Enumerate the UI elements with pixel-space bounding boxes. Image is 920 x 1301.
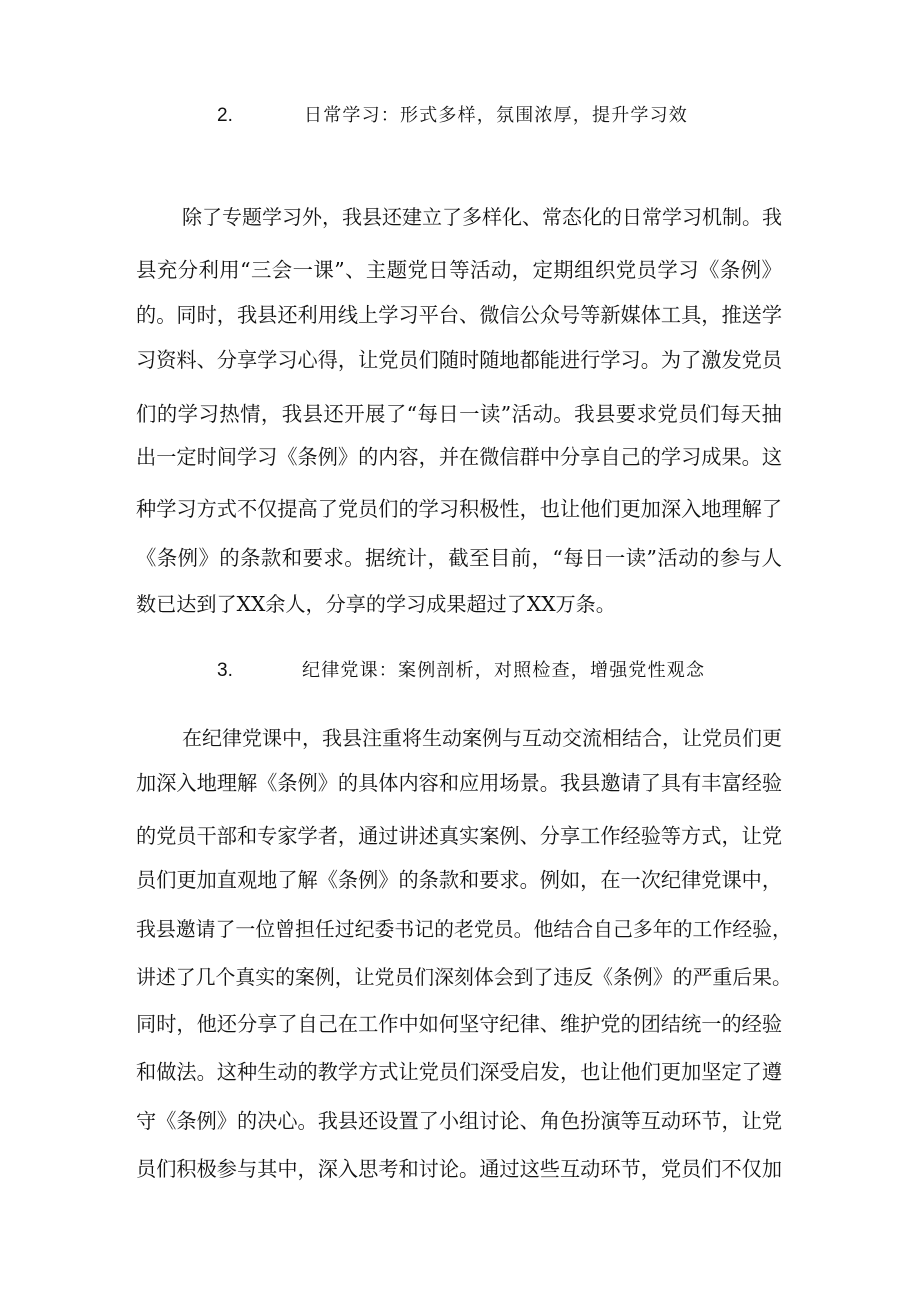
- paragraph-1-line: [0, 491, 920, 527]
- paragraph-2-line: [0, 1151, 920, 1187]
- paragraph-2-line: [0, 720, 920, 756]
- paragraph-1-line-text: 数已达到了XX余人，分享的学习成果超过了XX万条。: [136, 592, 616, 616]
- paragraph-1-line: [0, 252, 920, 288]
- paragraph-1-line: [0, 342, 920, 378]
- paragraph-1-line-text: 县充分利用“三会一课”、主题党日等活动，定期组织党员学习《条例》: [136, 258, 783, 282]
- paragraph-2-line-text: 的党员干部和专家学者，通过讲述真实案例、分享工作经验等方式，让党: [136, 824, 783, 848]
- section-2-title: 日常学习：形式多样，氛围浓厚，提升学习效: [304, 105, 688, 126]
- paragraph-1-line-text: 种学习方式不仅提高了党员们的学习积极性，也让他们更加深入地理解了: [136, 497, 783, 521]
- paragraph-2-line-text: 在纪律党课中，我县注重将生动案例与互动交流相结合，让党员们更: [182, 726, 782, 750]
- paragraph-2-line-text: 讲述了几个真实的案例，让党员们深刻体会到了违反《条例》的严重后果。: [136, 966, 792, 989]
- paragraph-1-line-text: 习资料、分享学习心得，让党员们随时随地都能进行学习。为了激发党员: [136, 348, 783, 372]
- section-2-heading: [0, 96, 920, 136]
- paragraph-2-line: [0, 1054, 920, 1090]
- paragraph-1-line: [0, 439, 920, 475]
- paragraph-1-line-text: 出一定时间学习《条例》的内容，并在微信群中分享自己的学习成果。这: [136, 445, 783, 469]
- paragraph-2-line: [0, 960, 920, 996]
- paragraph-1-line-text: 们的学习热情，我县还开展了“每日一读”活动。我县要求党员们每天抽: [136, 402, 783, 426]
- section-3-number: 3.: [217, 660, 233, 681]
- paragraph-2-line-text: 守《条例》的决心。我县还设置了小组讨论、角色扮演等互动环节，让党: [136, 1109, 783, 1133]
- paragraph-2-line-text: 员们积极参与其中，深入思考和讨论。通过这些互动环节，党员们不仅加: [136, 1157, 783, 1181]
- paragraph-2-line: [0, 862, 920, 898]
- paragraph-2-line: [0, 1103, 920, 1139]
- paragraph-2-line: [0, 818, 920, 854]
- paragraph-1-line: [0, 199, 920, 235]
- paragraph-1-line-text: 的。同时，我县还利用线上学习平台、微信公众号等新媒体工具，推送学: [136, 303, 783, 327]
- paragraph-2-line-text: 员们更加直观地了解《条例》的条款和要求。例如，在一次纪律党课中，: [136, 868, 783, 892]
- paragraph-2-line-text: 和做法。这种生动的教学方式让党员们深受启发，也让他们更加坚定了遵: [136, 1060, 783, 1084]
- section-3-title: 纪律党课：案例剖析，对照检查，增强党性观念: [302, 660, 706, 681]
- paragraph-2-line-text: 我县邀请了一位曾担任过纪委书记的老党员。他结合自己多年的工作经验，: [136, 918, 792, 941]
- paragraph-2-line-text: 同时，他还分享了自己在工作中如何坚守纪律、维护党的团结统一的经验: [136, 1012, 783, 1036]
- paragraph-1-line: [0, 586, 920, 622]
- paragraph-1-line: [0, 297, 920, 333]
- paragraph-1-line-text: 《条例》的条款和要求。据统计，截至目前，“每日一读”活动的参与人: [136, 546, 783, 570]
- section-2-number: 2.: [217, 105, 233, 126]
- paragraph-2-line: [0, 912, 920, 948]
- paragraph-1-line: [0, 396, 920, 432]
- paragraph-2-line: [0, 765, 920, 801]
- paragraph-1-line: [0, 540, 920, 576]
- section-3-heading: [0, 651, 920, 691]
- paragraph-1-line-text: 除了专题学习外，我县还建立了多样化、常态化的日常学习机制。我: [182, 205, 782, 229]
- paragraph-2-line: [0, 1006, 920, 1042]
- paragraph-2-line-text: 加深入地理解《条例》的具体内容和应用场景。我县邀请了具有丰富经验: [136, 771, 783, 795]
